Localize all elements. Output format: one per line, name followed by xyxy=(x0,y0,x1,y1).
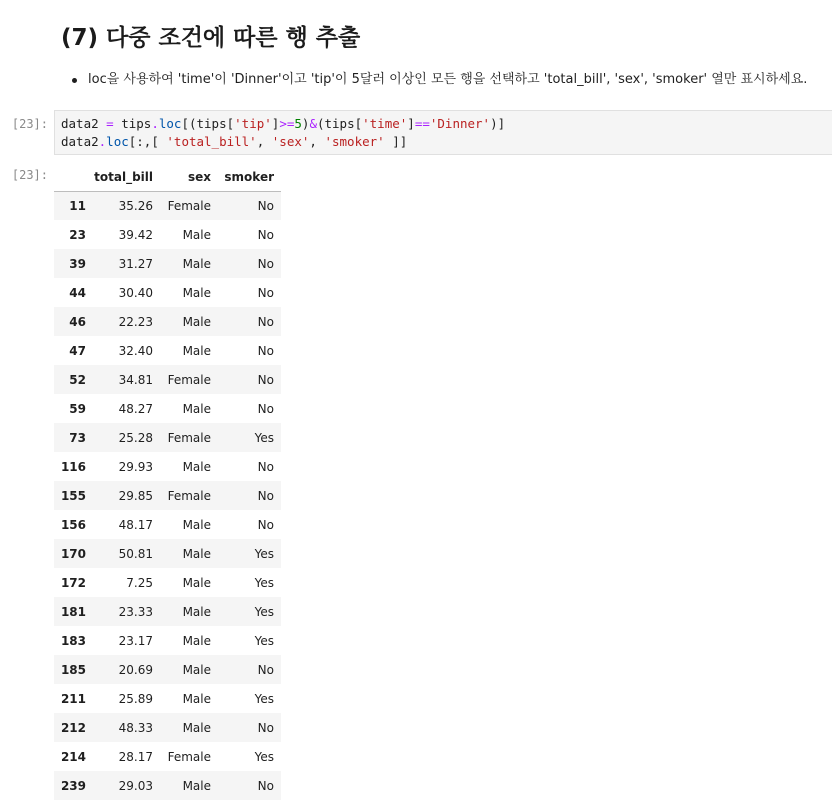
code-line-1 xyxy=(61,115,505,132)
row-index: 183 xyxy=(60,633,86,648)
cell-total-bill: 48.33 xyxy=(118,720,153,735)
code-token: , xyxy=(256,134,272,149)
cell-smoker: No xyxy=(257,662,274,677)
cell-sex: Male xyxy=(182,662,211,677)
row-index: 52 xyxy=(69,372,86,387)
cell-sex: Male xyxy=(182,604,211,619)
table-row xyxy=(54,394,281,423)
section-heading: (7) 다중 조건에 따른 행 추출 xyxy=(61,25,361,51)
code-token: == xyxy=(414,116,430,131)
cell-total-bill: 39.42 xyxy=(118,227,153,242)
row-index: 11 xyxy=(69,198,86,213)
cell-smoker: No xyxy=(257,314,274,329)
column-header-index xyxy=(54,163,94,191)
table-row xyxy=(54,423,281,452)
table-row xyxy=(54,452,281,481)
cell-sex: Male xyxy=(182,720,211,735)
cell-sex: Female xyxy=(167,372,211,387)
cell-sex: Male xyxy=(182,575,211,590)
code-editor[interactable] xyxy=(54,110,832,155)
cell-total-bill: 25.89 xyxy=(118,691,153,706)
table-row xyxy=(54,481,281,510)
cell-total-bill: 29.03 xyxy=(118,778,153,793)
cell-total-bill: 48.27 xyxy=(118,401,153,416)
code-token: ]] xyxy=(384,134,408,149)
cell-total-bill: 34.81 xyxy=(118,372,153,387)
code-token: loc xyxy=(158,116,182,131)
code-token: ) xyxy=(301,116,310,131)
row-index: 44 xyxy=(69,285,86,300)
code-token: 'time' xyxy=(362,116,408,131)
code-token: , xyxy=(309,134,325,149)
table-row xyxy=(54,539,281,568)
code-token: & xyxy=(309,116,317,131)
cell-smoker: Yes xyxy=(254,604,274,619)
code-token: 'total_bill' xyxy=(166,134,257,149)
row-index: 239 xyxy=(60,778,86,793)
code-token: tips xyxy=(113,116,152,131)
code-token: )] xyxy=(490,116,506,131)
cell-total-bill: 22.23 xyxy=(118,314,153,329)
code-line-2 xyxy=(61,133,407,150)
cell-sex: Male xyxy=(182,343,211,358)
cell-sex: Male xyxy=(182,227,211,242)
column-header-sex: sex xyxy=(161,163,219,191)
code-token: ] xyxy=(271,116,280,131)
column-header-total-bill: total_bill xyxy=(94,163,161,191)
cell-sex: Male xyxy=(182,285,211,300)
cell-total-bill: 28.17 xyxy=(118,749,153,764)
table-header-row xyxy=(54,163,281,191)
table-row xyxy=(54,626,281,655)
cell-smoker: No xyxy=(257,372,274,387)
table-row xyxy=(54,191,281,220)
code-token: loc xyxy=(106,134,129,149)
table-row xyxy=(54,510,281,539)
cell-total-bill: 23.33 xyxy=(118,604,153,619)
code-token: ] xyxy=(407,116,415,131)
cell-smoker: No xyxy=(257,488,274,503)
table-row xyxy=(54,655,281,684)
cell-smoker: No xyxy=(257,285,274,300)
markdown-cell[interactable] xyxy=(61,20,821,87)
cell-sex: Female xyxy=(167,488,211,503)
instruction-item: loc을 사용하여 'time'이 'Dinner'이고 'tip'이 5달러 이상인 모든 행을 선택하고 'total_bill', 'sex', 'smoker' 열만 표시하세요. xyxy=(71,71,807,89)
cell-smoker: No xyxy=(257,778,274,793)
row-index: 73 xyxy=(69,430,86,445)
row-index: 211 xyxy=(60,691,86,706)
code-token: [:,[ xyxy=(128,134,167,149)
column-header-smoker: smoker xyxy=(219,163,281,191)
cell-sex: Male xyxy=(182,517,211,532)
dataframe-output xyxy=(54,163,281,800)
cell-sex: Female xyxy=(167,749,211,764)
row-index: 23 xyxy=(69,227,86,242)
cell-total-bill: 20.69 xyxy=(118,662,153,677)
code-token: 'Dinner' xyxy=(429,116,491,131)
code-token: data2 xyxy=(61,134,99,149)
cell-sex: Male xyxy=(182,691,211,706)
table-row xyxy=(54,365,281,394)
cell-smoker: Yes xyxy=(254,430,274,445)
code-token: . xyxy=(98,134,107,149)
cell-total-bill: 50.81 xyxy=(118,546,153,561)
cell-total-bill: 7.25 xyxy=(126,575,153,590)
row-index: 155 xyxy=(60,488,86,503)
cell-smoker: Yes xyxy=(254,691,274,706)
instruction-list xyxy=(71,71,807,89)
cell-sex: Male xyxy=(182,778,211,793)
cell-smoker: No xyxy=(257,198,274,213)
cell-total-bill: 25.28 xyxy=(118,430,153,445)
table-row xyxy=(54,742,281,771)
cell-smoker: Yes xyxy=(254,546,274,561)
table-body xyxy=(54,191,281,800)
cell-sex: Male xyxy=(182,546,211,561)
cell-smoker: No xyxy=(257,256,274,271)
row-index: 214 xyxy=(60,749,86,764)
code-token: data2 xyxy=(61,116,99,131)
cell-total-bill: 29.93 xyxy=(118,459,153,474)
cell-total-bill: 29.85 xyxy=(118,488,153,503)
row-index: 46 xyxy=(69,314,86,329)
row-index: 59 xyxy=(69,401,86,416)
table-row xyxy=(54,336,281,365)
cell-smoker: No xyxy=(257,401,274,416)
input-prompt: [23]: xyxy=(11,117,48,131)
code-token: . xyxy=(151,116,159,131)
table-row xyxy=(54,278,281,307)
cell-total-bill: 23.17 xyxy=(118,633,153,648)
cell-smoker: Yes xyxy=(254,575,274,590)
code-token: >= xyxy=(279,116,295,131)
cell-sex: Female xyxy=(167,430,211,445)
cell-smoker: No xyxy=(257,459,274,474)
cell-sex: Male xyxy=(182,633,211,648)
cell-smoker: No xyxy=(257,227,274,242)
code-token: (tips[ xyxy=(316,116,363,131)
code-token: 'tip' xyxy=(234,116,272,131)
code-token: [(tips[ xyxy=(181,116,235,131)
table-row xyxy=(54,597,281,626)
code-token: 'smoker' xyxy=(324,134,385,149)
table-row xyxy=(54,713,281,742)
row-index: 156 xyxy=(60,517,86,532)
table-row xyxy=(54,249,281,278)
table-row xyxy=(54,684,281,713)
cell-smoker: No xyxy=(257,720,274,735)
cell-sex: Female xyxy=(167,198,211,213)
row-index: 172 xyxy=(60,575,86,590)
row-index: 185 xyxy=(60,662,86,677)
row-index: 39 xyxy=(69,256,86,271)
cell-sex: Male xyxy=(182,256,211,271)
row-index: 212 xyxy=(60,720,86,735)
cell-smoker: No xyxy=(257,343,274,358)
code-token: = xyxy=(106,116,114,131)
cell-sex: Male xyxy=(182,401,211,416)
table-row xyxy=(54,307,281,336)
cell-sex: Male xyxy=(182,314,211,329)
row-index: 116 xyxy=(60,459,86,474)
table-row xyxy=(54,771,281,800)
table-row xyxy=(54,568,281,597)
row-index: 181 xyxy=(60,604,86,619)
table-row xyxy=(54,220,281,249)
row-index: 170 xyxy=(60,546,86,561)
cell-sex: Male xyxy=(182,459,211,474)
code-token: 'sex' xyxy=(271,134,310,149)
cell-total-bill: 35.26 xyxy=(118,198,153,213)
cell-total-bill: 30.40 xyxy=(118,285,153,300)
code-token: 5 xyxy=(294,116,302,131)
cell-smoker: Yes xyxy=(254,749,274,764)
cell-smoker: Yes xyxy=(254,633,274,648)
cell-smoker: No xyxy=(257,517,274,532)
cell-total-bill: 31.27 xyxy=(118,256,153,271)
cell-total-bill: 48.17 xyxy=(118,517,153,532)
cell-total-bill: 32.40 xyxy=(118,343,153,358)
output-prompt: [23]: xyxy=(11,168,48,182)
row-index: 47 xyxy=(69,343,86,358)
